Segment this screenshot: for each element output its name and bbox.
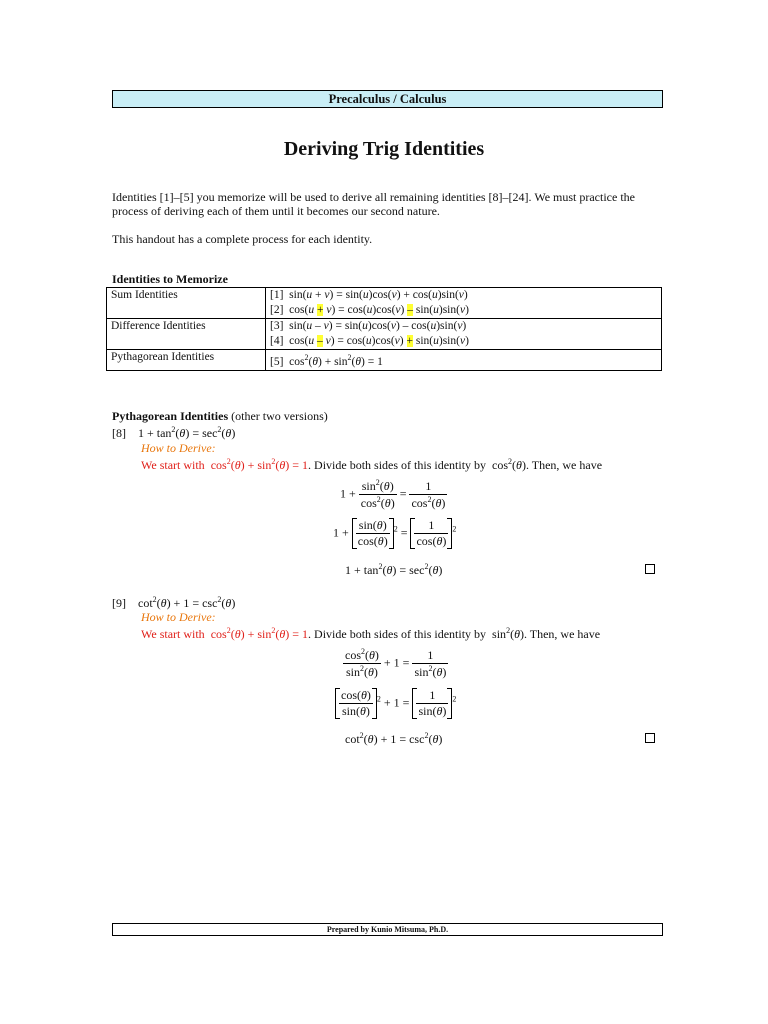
table-row	[107, 350, 662, 371]
page-title: Deriving Trig Identities	[283, 138, 485, 160]
pythagorean-heading: Pythagorean Identities (other two versions)	[112, 409, 328, 423]
footer: Prepared by Kunio Mitsuma, Ph.D.	[112, 923, 663, 936]
qed-icon	[645, 733, 655, 743]
equation-result-8: $1 + \tan^2(\theta) = \sec^2(\theta)$	[345, 562, 443, 577]
memorize-heading: Identities to Memorize	[112, 272, 228, 286]
identity-cell: [3] sin(u – v) = sin(u)cos(v) – cos(u)sin(v) [4] cos(u – v) = cos(u)cos(v) + sin(u)sin(v)	[266, 319, 662, 350]
identity-cell: [5] $\cos^2(\theta) + \sin^2(\theta) = 1$	[266, 350, 662, 371]
identity-cell: [1] sin(u + v) = sin(u)cos(v) + cos(u)sin(v) [2] cos(u + v) = cos(u)cos(v) – sin(u)sin(v)	[266, 288, 662, 319]
row-name: Difference Identities	[107, 319, 266, 350]
table-row	[107, 319, 662, 350]
qed-icon	[645, 564, 655, 574]
identity-8: [8] $1 + \tan^2(\theta) = \sec^2(\theta)$	[112, 425, 236, 440]
equation-step-3: $\frac{\cos^2(\theta)}{\sin^2(\theta)}$ + 1 = $\frac{1}{\sin^2(\theta)}$	[345, 647, 447, 679]
row-name: Sum Identities	[107, 288, 266, 319]
equation-step-4: $\frac{\cos(\theta)}{\sin(\theta)}$ $^2$ + 1 = $\frac{1}{\sin(\theta)}$ $^2$	[335, 688, 456, 719]
row-name: Pythagorean Identities	[107, 350, 266, 371]
table-row	[107, 288, 662, 319]
how-to-derive-label: How to Derive:	[141, 441, 216, 455]
equation-step-2: 1 + $\frac{\sin(\theta)}{\cos(\theta)}$ $^2$ = $\frac{1}{\cos(\theta)}$ $^2$	[333, 518, 457, 548]
intro-paragraph-1: Identities [1]–[5] you memorize will be used to derive all remaining identities [8]–[24]. We must practice the process of deriving each of them until it becomes our second nature.	[112, 190, 635, 218]
intro-paragraph-2: This handout has a complete process for each identity.	[112, 232, 373, 246]
derivation-intro-8: We start with $\cos^2(\theta) + \sin^2(\theta) = 1$. Divide both sides of this identity by $\cos^2(\theta)$. Then, we have	[141, 457, 603, 472]
course-header: Precalculus / Calculus	[112, 90, 663, 108]
derivation-intro-9: We start with $\cos^2(\theta) + \sin^2(\theta) = 1$. Divide both sides of this identity by $\sin^2(\theta)$. Then, we have	[141, 626, 601, 641]
equation-step-1: 1 + $\frac{\sin^2(\theta)}{\cos^2(\theta)}$ = $\frac{1}{\cos^2(\theta)}$	[340, 478, 446, 510]
identities-table	[106, 287, 662, 371]
how-to-derive-label: How to Derive:	[141, 610, 216, 624]
identity-9: [9] $\cot^2(\theta) + 1 = \csc^2(\theta)$	[112, 595, 236, 610]
equation-result-9: $\cot^2(\theta) + 1 = \csc^2(\theta)$	[345, 731, 443, 746]
